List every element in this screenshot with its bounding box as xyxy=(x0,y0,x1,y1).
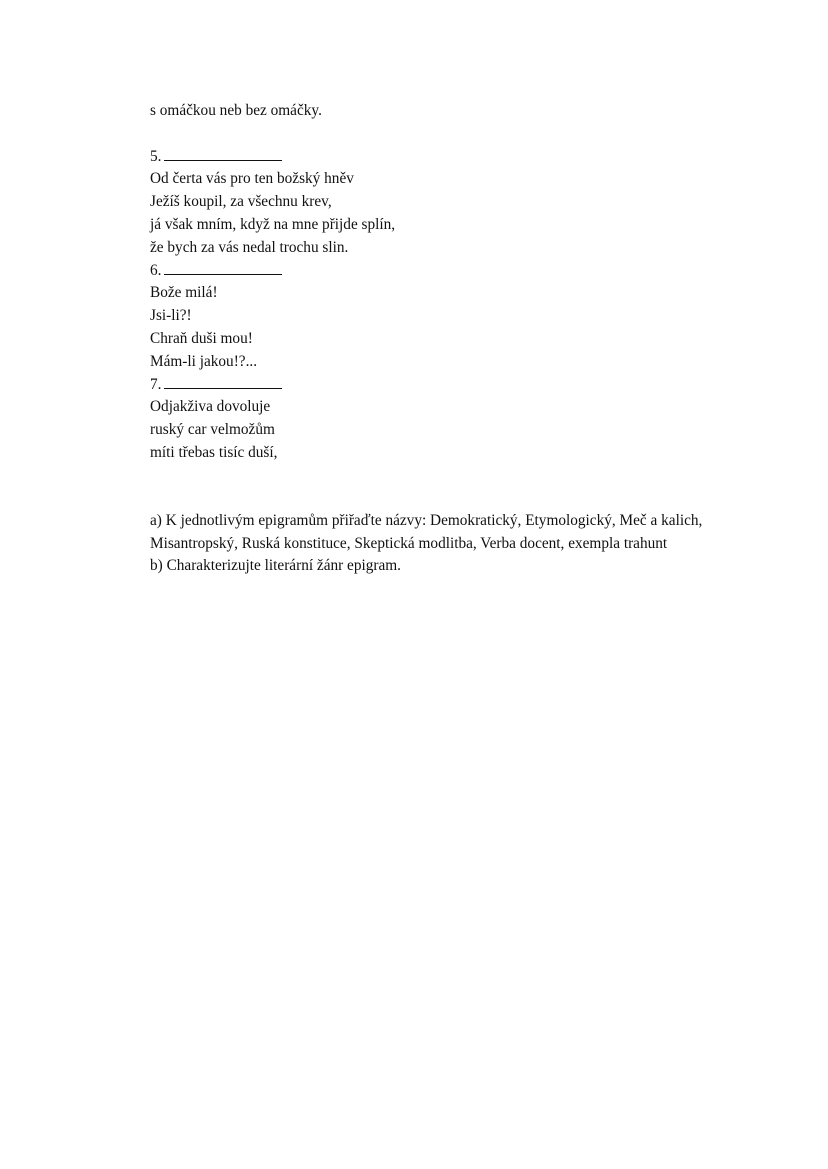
verse-line: Mám-li jakou!?... xyxy=(150,352,258,370)
epigram-number-line xyxy=(150,146,730,169)
document-page xyxy=(150,100,730,578)
title-blank-field[interactable] xyxy=(164,260,282,275)
epigram-6 xyxy=(150,260,730,374)
epigram-5 xyxy=(150,146,730,260)
title-blank-field[interactable] xyxy=(164,374,282,389)
verse-line: že bych za vás nedal trochu slin. xyxy=(150,238,349,256)
epigram-number: 5. xyxy=(150,147,162,165)
verse-line: Bože milá! xyxy=(150,284,218,302)
epigram-number-line xyxy=(150,374,730,397)
verse-line: Odjakživa dovoluje xyxy=(150,398,271,416)
epigram-7 xyxy=(150,374,730,465)
title-blank-field[interactable] xyxy=(164,146,282,161)
epigram-number: 6. xyxy=(150,261,162,279)
intro-line: s omáčkou neb bez omáčky. xyxy=(150,102,322,119)
spacer xyxy=(150,465,730,510)
verse-line: Od čerta vás pro ten božský hněv xyxy=(150,170,354,188)
tasks xyxy=(150,510,730,578)
epigram-number: 7. xyxy=(150,375,162,393)
task-a: a) K jednotlivým epigramům přiřaďte názvy: Demokratický, Etymologický, Meč a kalich, Misantropský, Ruská konstituce, Skeptická modlitba, Verba docent, exempla trahunt xyxy=(150,511,703,552)
task-b: b) Charakterizujte literární žánr epigram. xyxy=(150,557,402,575)
verse-line: míti třebas tisíc duší, xyxy=(150,443,278,461)
verse-line: já však mním, když na mne přijde splín, xyxy=(150,215,396,233)
verse-line: Chraň duši mou! xyxy=(150,329,253,347)
epigram-number-line xyxy=(150,260,730,283)
spacer xyxy=(150,123,730,146)
verse-line: Jsi-li?! xyxy=(150,307,192,325)
verse-line: Ježíš koupil, za všechnu krev, xyxy=(150,193,332,211)
verse-line: ruský car velmožům xyxy=(150,421,275,439)
